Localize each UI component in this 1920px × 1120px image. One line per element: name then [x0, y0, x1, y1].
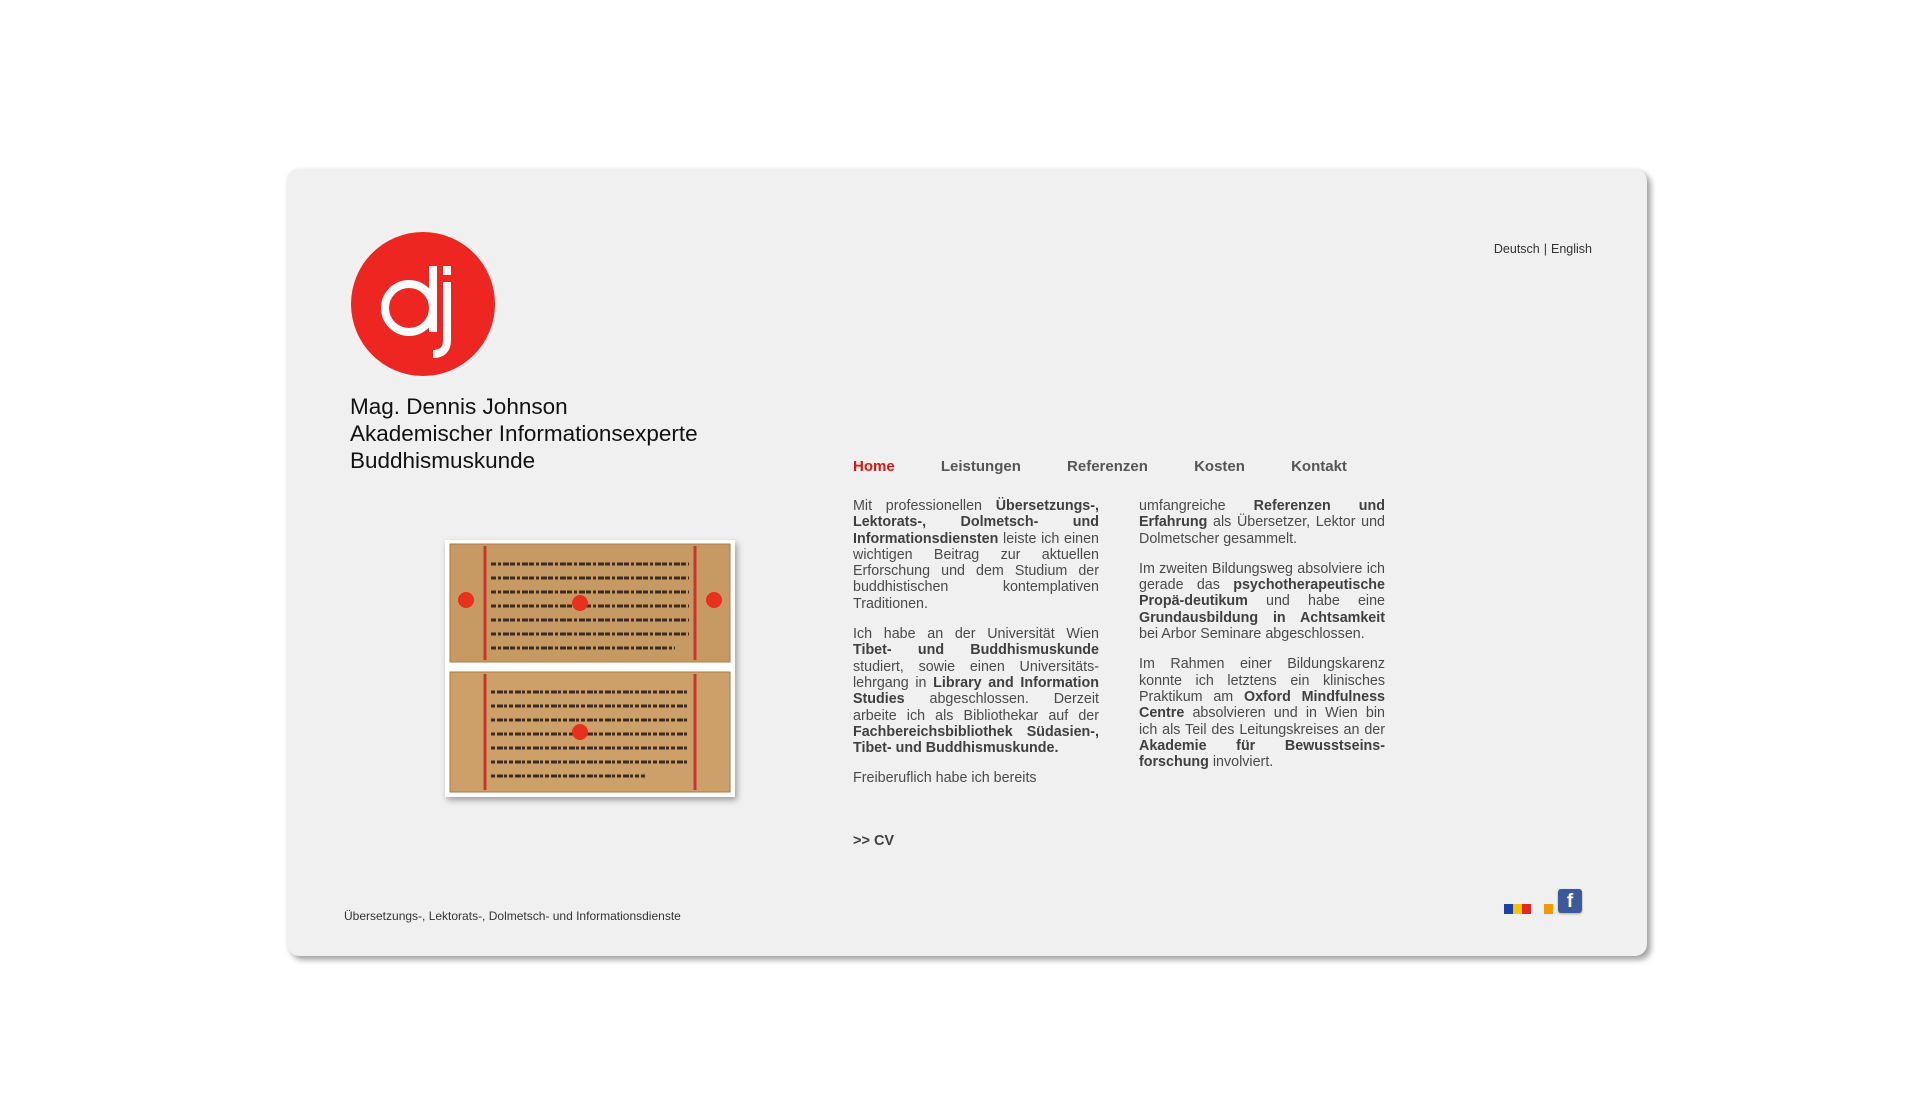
intro-paragraph-2 — [853, 626, 1099, 756]
language-english-link[interactable]: English — [1551, 242, 1592, 256]
nav-leistungen[interactable]: Leistungen — [940, 458, 1021, 475]
emphasis: Oxford Mindfulness Centre — [1139, 688, 1385, 722]
owner-field: Buddhismuskunde — [350, 448, 536, 473]
manuscript-image — [445, 540, 735, 797]
text: Mit professionellen — [853, 498, 996, 514]
emphasis: Library and Information Studies — [853, 674, 1099, 708]
nav-home[interactable]: Home — [853, 458, 895, 475]
text: bei Arbor Seminare abgeschlossen. — [1139, 626, 1365, 643]
intro-paragraph-4 — [1139, 498, 1385, 547]
nav-kontakt[interactable]: Kontakt — [1291, 458, 1347, 475]
text: Im zweiten Bildungsweg absolviere ich gerade das — [1139, 560, 1385, 594]
language-switcher — [1494, 242, 1592, 256]
cv-link[interactable]: >> CV — [853, 833, 895, 849]
text: umfangreiche — [1139, 498, 1254, 514]
text: leiste ich einen wichtigen Beitrag zur aktuellen Erforschung und dem Studium der buddhistischen kontemplativen Traditionen. — [853, 530, 1099, 612]
flag-orange-square — [1544, 904, 1553, 914]
page-card — [287, 169, 1647, 956]
emphasis: psychotherapeutische Propä-deutikum — [1139, 577, 1385, 610]
text: abgeschlossen. Derzeit arbeite ich als Bibliothekar auf der — [853, 691, 1099, 724]
flag-blue-stripe — [1504, 904, 1513, 914]
dj-logo[interactable] — [351, 232, 495, 376]
main-nav — [853, 458, 1389, 475]
emphasis: Fachbereichsbibliothek Südasien-, Tibet- und Buddhismuskunde. — [853, 723, 1099, 757]
facebook-icon[interactable]: f — [1558, 889, 1582, 913]
emphasis: Grundausbildung in Achtsamkeit — [1139, 609, 1385, 626]
text: Ich habe an der Universität Wien — [853, 626, 1099, 643]
intro-paragraph-5 — [1139, 561, 1385, 642]
intro-paragraph-3: Freiberuflich habe ich bereits — [853, 770, 1037, 787]
language-separator: | — [1543, 242, 1547, 256]
owner-heading — [350, 393, 698, 474]
text: studiert, sowie einen Universitäts-lehrgang in — [853, 658, 1099, 691]
flag-red-stripe — [1522, 904, 1531, 914]
intro-paragraph-1 — [853, 498, 1099, 612]
language-deutsch-link[interactable]: Deutsch — [1493, 242, 1540, 256]
manuscript-illustration — [445, 540, 735, 797]
text: Im Rahmen einer Bildungskarenz konnte ich letztens ein klinisches Praktikum am — [1139, 656, 1385, 705]
dj-logo-mark — [351, 232, 495, 376]
nav-kosten[interactable]: Kosten — [1194, 458, 1245, 475]
owner-title: Akademischer Informationsexperte — [350, 421, 698, 446]
text: und habe eine — [1247, 593, 1385, 610]
text: absolvieren und in Wien bin ich als Teil des Leitungskreises an der — [1139, 705, 1385, 738]
nav-referenzen[interactable]: Referenzen — [1067, 458, 1148, 475]
intro-column-1 — [853, 498, 1099, 801]
emphasis: Tibet- und Buddhismuskunde — [853, 642, 1099, 659]
flag-yellow-stripe — [1513, 904, 1522, 914]
text: involviert. — [1208, 754, 1274, 771]
intro-column-2 — [1139, 498, 1385, 784]
emphasis: Übersetzungs-, Lektorats-, Dolmetsch- und Informationsdiensten — [853, 498, 1099, 547]
emphasis: Referenzen und Erfahrung — [1139, 498, 1385, 531]
owner-name: Mag. Dennis Johnson — [350, 394, 568, 419]
intro-paragraph-6 — [1139, 656, 1385, 770]
text: als Übersetzer, Lektor und Dolmetscher gesammelt. — [1139, 514, 1385, 547]
footer-tagline: Übersetzungs-, Lektorats-, Dolmetsch- und Informationsdienste — [344, 909, 681, 923]
emphasis: Akademie für Bewusstseins-forschung — [1139, 737, 1385, 771]
